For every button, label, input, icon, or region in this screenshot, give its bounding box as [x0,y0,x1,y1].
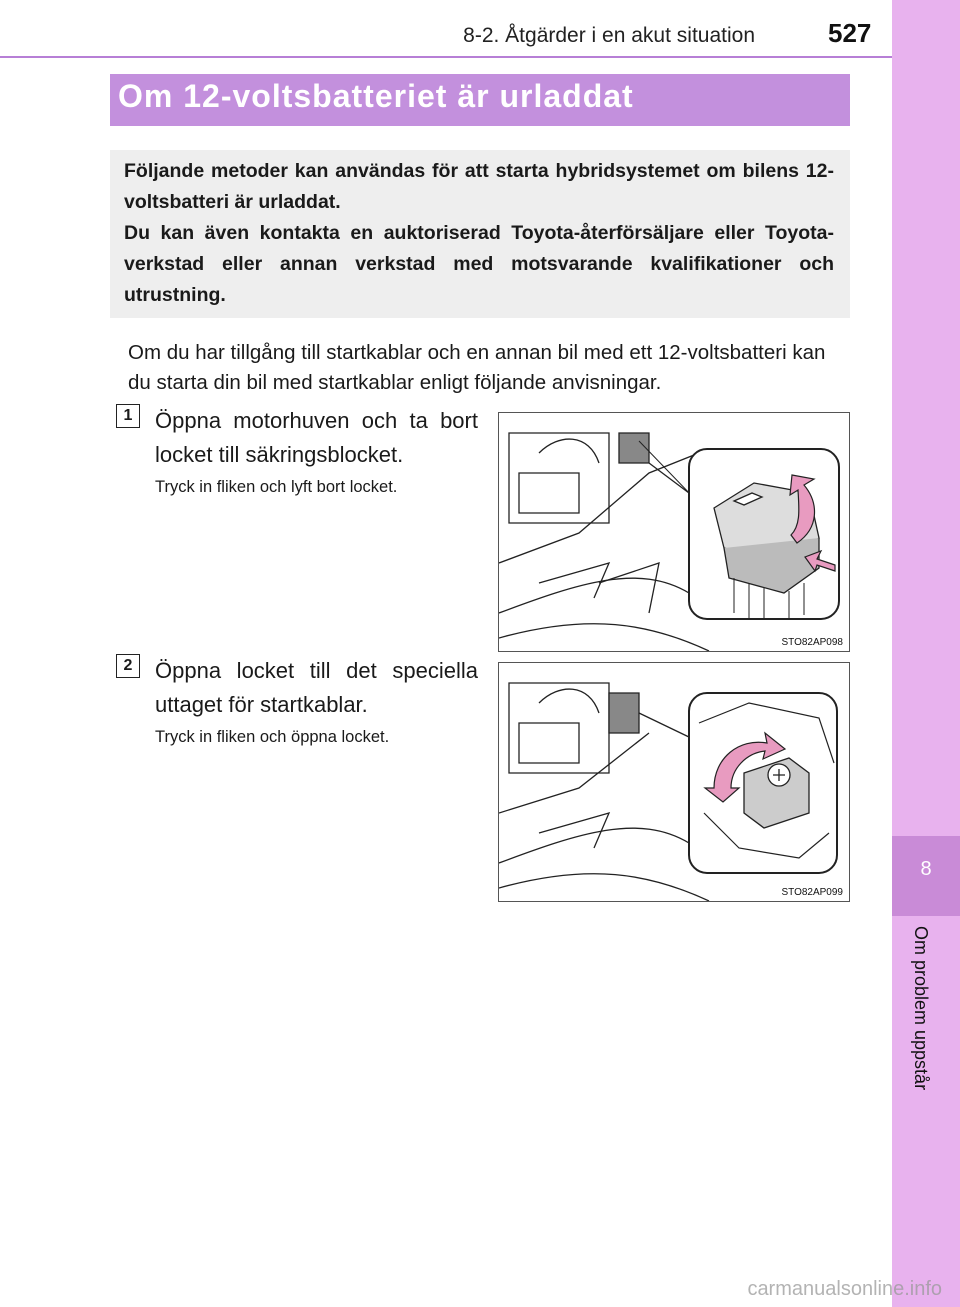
intro-text [124,156,834,311]
figure-code: STO82AP099 [781,887,843,898]
jump-terminal-illustration [498,662,850,902]
body-paragraph: Om du har tillgång till startkablar och en annan bil med ett 12-voltsbatteri kan du starta din bil med startkablar enligt följande anvisningar. [128,341,826,394]
intro-line: Du kan även kontakta en auktoriserad Toyota-återförsäljare eller Toyota-verkstad eller annan verkstad med motsvarande kvalifikationer och utrustning. [124,222,834,306]
intro-line: Följande metoder kan användas för att starta hybridsystemet om bilens 12-voltsbatteri är urladdat. [124,160,834,213]
step-text: Öppna motorhuven och ta bort locket till säkringsblocket. [155,408,478,467]
step-note: Tryck in fliken och öppna locket. [155,728,390,746]
engine-bay-drawing [499,663,849,901]
figure-code: STO82AP098 [781,637,843,648]
header-rule [0,56,892,58]
step-note: Tryck in fliken och lyft bort locket. [155,478,398,496]
engine-bay-drawing [499,413,849,651]
chapter-number: 8 [920,858,932,880]
step-text: Öppna locket till det speciella uttaget för startkablar. [155,658,478,717]
chapter-title: Om problem uppstår [911,926,931,1091]
page-number: 527 [828,18,872,48]
step-number-badge: 2 [116,654,140,678]
fuse-box-illustration [498,412,850,652]
step-number-badge: 1 [116,404,140,428]
section-title: 8-2. Åtgärder i en akut situation [463,24,755,47]
page-title: Om 12-voltsbatteriet är urladdat [118,78,634,114]
watermark-text: carmanualsonline.info [747,1278,942,1300]
